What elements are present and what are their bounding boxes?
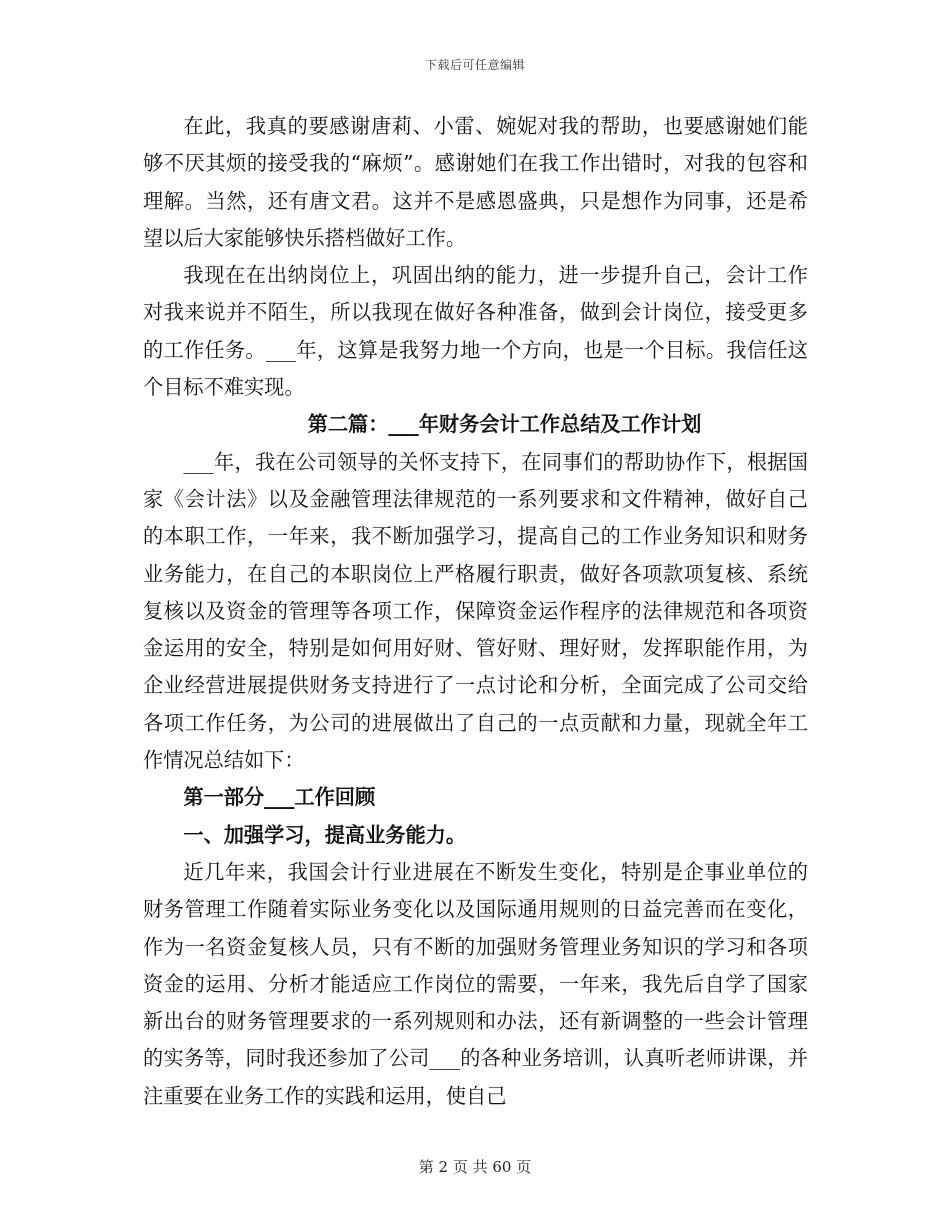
part-heading: 第一部分___工作回顾 — [183, 785, 376, 810]
page-header-note: 下载后可任意编辑 — [424, 58, 525, 72]
paragraph-goal: 我现在在出纳岗位上，巩固出纳的能力，进一步提升自己，会计工作对我来说并不陌生，所以我现在做好各种准备，做到会计岗位，接受更多的工作任务。___年，这算是我努力地一个方向，也是一个目标。我信任这个目标不难实现。 — [143, 263, 808, 400]
paragraph-learning: 近几年来，我国会计行业进展在不断发生变化，特别是企事业单位的财务管理工作随着实际业务变化以及国际通用规则的日益完善而在变化，作为一名资金复核人员，只有不断的加强财务管理业务知识的学习和各项资金的运用、分析才能适应工作岗位的需要，一年来，我先后自学了国家新出台的财务管理要求的一系列规则和办法，还有新调整的一些会计管理的实务等，同时我还参加了公司___的各种业务培训，认真听老师讲课，并注重要在业务工作的实践和运用，使自己 — [143, 859, 808, 1108]
section-title: 第二篇：___年财务会计工作总结及工作计划 — [307, 412, 702, 437]
subsection-heading: 一、加强学习，提高业务能力。 — [183, 822, 467, 847]
paragraph-thanks: 在此，我真的要感谢唐莉、小雷、婉妮对我的帮助，也要感谢她们能够不厌其烦的接受我的“麻烦”。感谢她们在我工作出错时，对我的包容和理解。当然，还有唐文君。这并不是感恩盛典，只是想作为同事，还是希望以后大家能够快乐搭档做好工作。 — [143, 114, 808, 250]
document-body — [143, 108, 808, 1115]
paragraph-summary-intro: ___年，我在公司领导的关怀支持下，在同事们的帮助协作下，根据国家《会计法》以及金融管理法律规范的一系列要求和文件精神，做好自己的本职工作，一年来，我不断加强学习，提高自己的工作业务知识和财务业务能力，在自己的本职岗位上严格履行职责，做好各项款项复核、系统复核以及资金的管理等各项工作，保障资金运作程序的法律规范和各项资金运用的安全，特别是如何用好财、管好财、理好财，发挥职能作用，为企业经营进展提供财务支持进行了一点讨论和分析，全面完成了公司交给各项工作任务，为公司的进展做出了自己的一点贡献和力量，现就全年工作情况总结如下： — [143, 449, 808, 773]
page-number-footer: 第 2 页 共 60 页 — [418, 1158, 532, 1176]
